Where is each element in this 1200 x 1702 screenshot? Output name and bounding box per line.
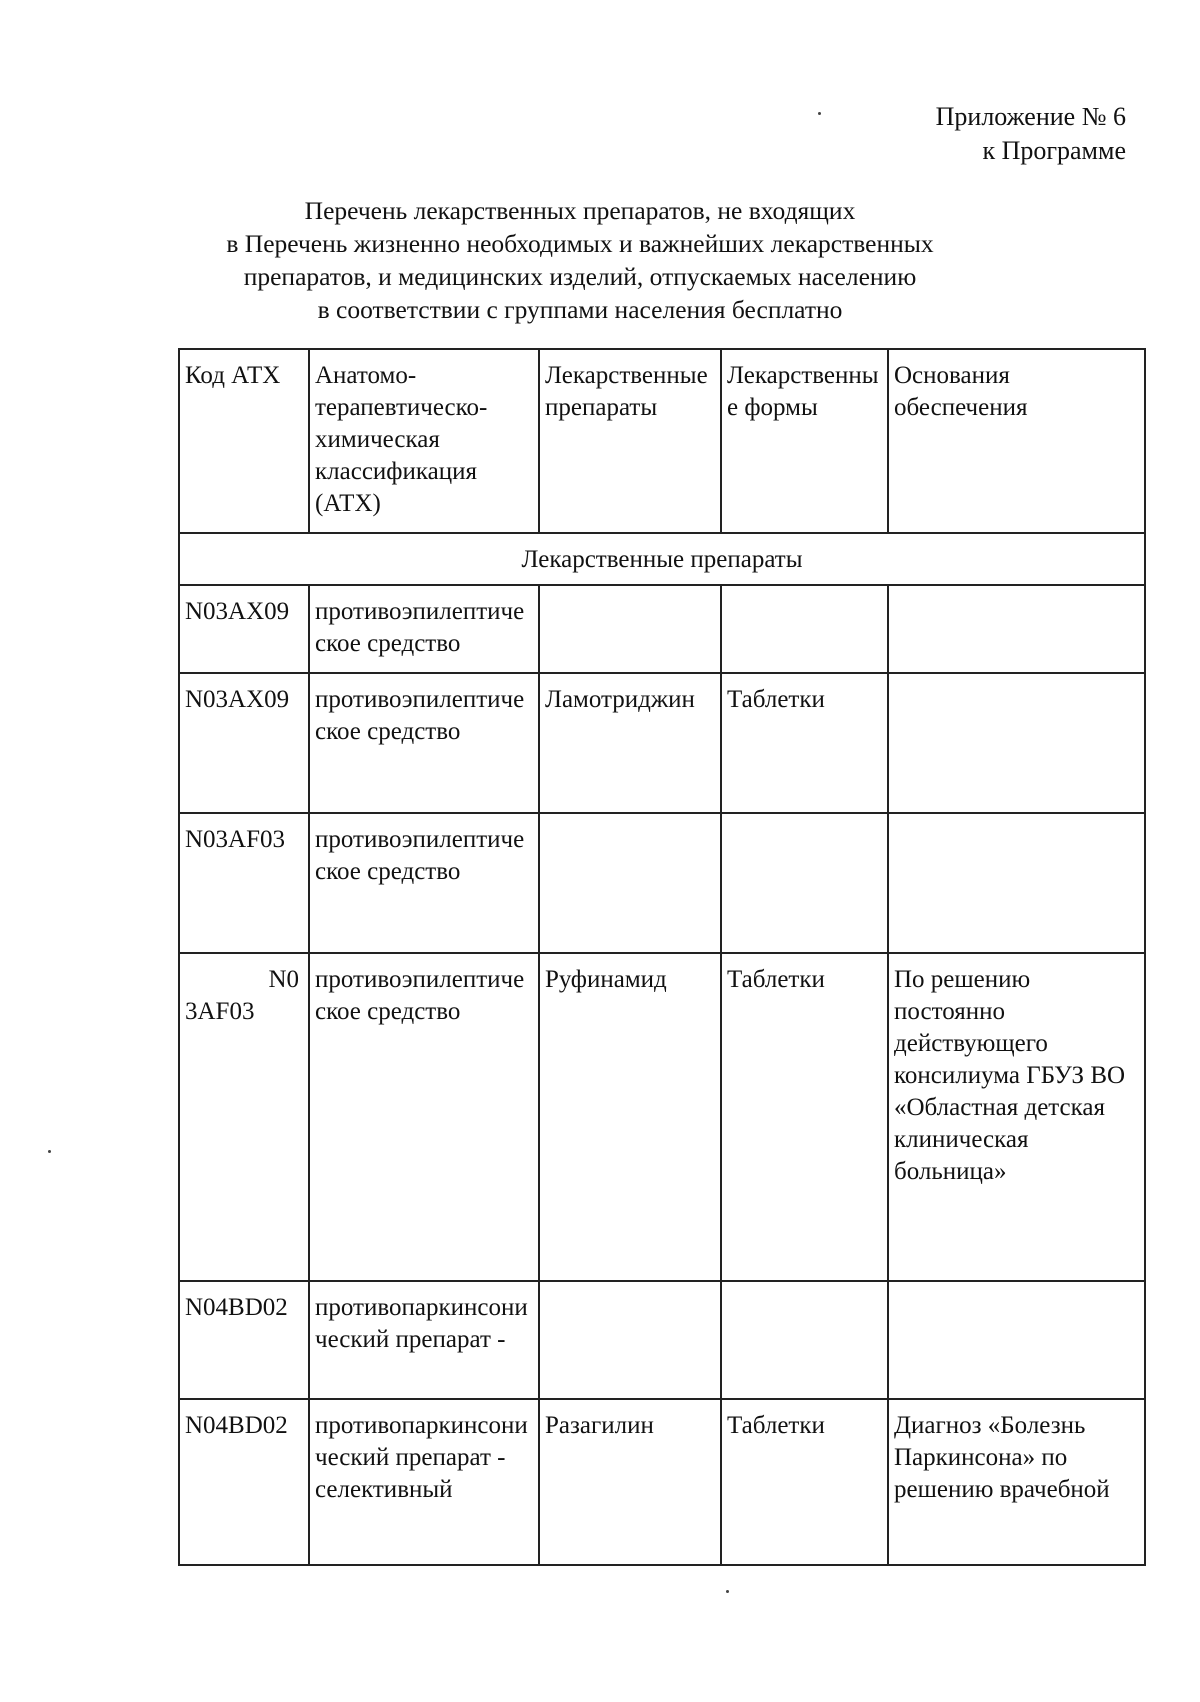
cell-code: N03AX09 [179, 585, 309, 673]
title-line-4: в соответствии с группами населения бесплатно [317, 295, 843, 324]
table-row [179, 585, 1145, 673]
cell-form: Таблетки [721, 1399, 888, 1565]
cell-drug [539, 813, 721, 953]
title-line-3: препаратов, и медицинских изделий, отпускаемых населению [243, 262, 917, 291]
cell-grounds: По решению постоянно действующего консилиума ГБУЗ ВО «Областная детская клиническая больница» [888, 953, 1145, 1281]
cell-atc: противоэпилептическое средство [309, 953, 539, 1281]
cell-form [721, 813, 888, 953]
cell-drug [539, 1281, 721, 1399]
document-title [160, 194, 1000, 326]
cell-form: Таблетки [721, 673, 888, 813]
appendix-number: Приложение № 6 [935, 102, 1126, 131]
cell-atc: противопаркинсонический препарат - селективный [309, 1399, 539, 1565]
cell-drug [539, 585, 721, 673]
appendix-program: к Программе [982, 136, 1126, 165]
table-row [179, 953, 1145, 1281]
scan-speck [726, 1590, 729, 1593]
cell-form: Таблетки [721, 953, 888, 1281]
appendix-label [936, 100, 1126, 168]
cell-code: N04BD02 [179, 1399, 309, 1565]
cell-atc: противоэпилептическое средство [309, 813, 539, 953]
scan-speck [818, 112, 821, 115]
header-grounds: Основания обеспечения [888, 349, 1145, 533]
cell-form [721, 1281, 888, 1399]
cell-grounds: Диагноз «Болезнь Паркинсона» по решению врачебной [888, 1399, 1145, 1565]
table-row [179, 1281, 1145, 1399]
cell-grounds [888, 813, 1145, 953]
table-header-row [179, 349, 1145, 533]
cell-grounds [888, 1281, 1145, 1399]
cell-grounds [888, 673, 1145, 813]
cell-drug: Руфинамид [539, 953, 721, 1281]
medications-table [178, 348, 1146, 1566]
cell-drug: Ламотриджин [539, 673, 721, 813]
cell-code: N03AX09 [179, 673, 309, 813]
cell-drug: Разагилин [539, 1399, 721, 1565]
title-line-2: в Перечень жизненно необходимых и важнейших лекарственных [226, 229, 934, 258]
header-code: Код АТХ [179, 349, 309, 533]
title-line-1: Перечень лекарственных препаратов, не входящих [304, 196, 856, 225]
table-row [179, 813, 1145, 953]
table-row [179, 673, 1145, 813]
cell-code: N04BD02 [179, 1281, 309, 1399]
cell-code [179, 953, 309, 1281]
section-label: Лекарственные препараты [179, 533, 1145, 585]
cell-grounds [888, 585, 1145, 673]
header-drugs: Лекарственные препараты [539, 349, 721, 533]
scan-speck [48, 1150, 51, 1153]
table-row [179, 1399, 1145, 1565]
cell-atc: противоэпилептическое средство [309, 585, 539, 673]
cell-form [721, 585, 888, 673]
cell-atc: противоэпилептическое средство [309, 673, 539, 813]
header-forms: Лекарственные формы [721, 349, 888, 533]
cell-code: N03AF03 [179, 813, 309, 953]
section-row [179, 533, 1145, 585]
cell-atc: противопаркинсонический препарат - [309, 1281, 539, 1399]
cell-code-part2: 3AF03 [185, 998, 255, 1025]
header-atc: Анатомо-терапевтическо-химическая классификация (АТХ) [309, 349, 539, 533]
cell-code-part1: N0 [268, 966, 299, 993]
